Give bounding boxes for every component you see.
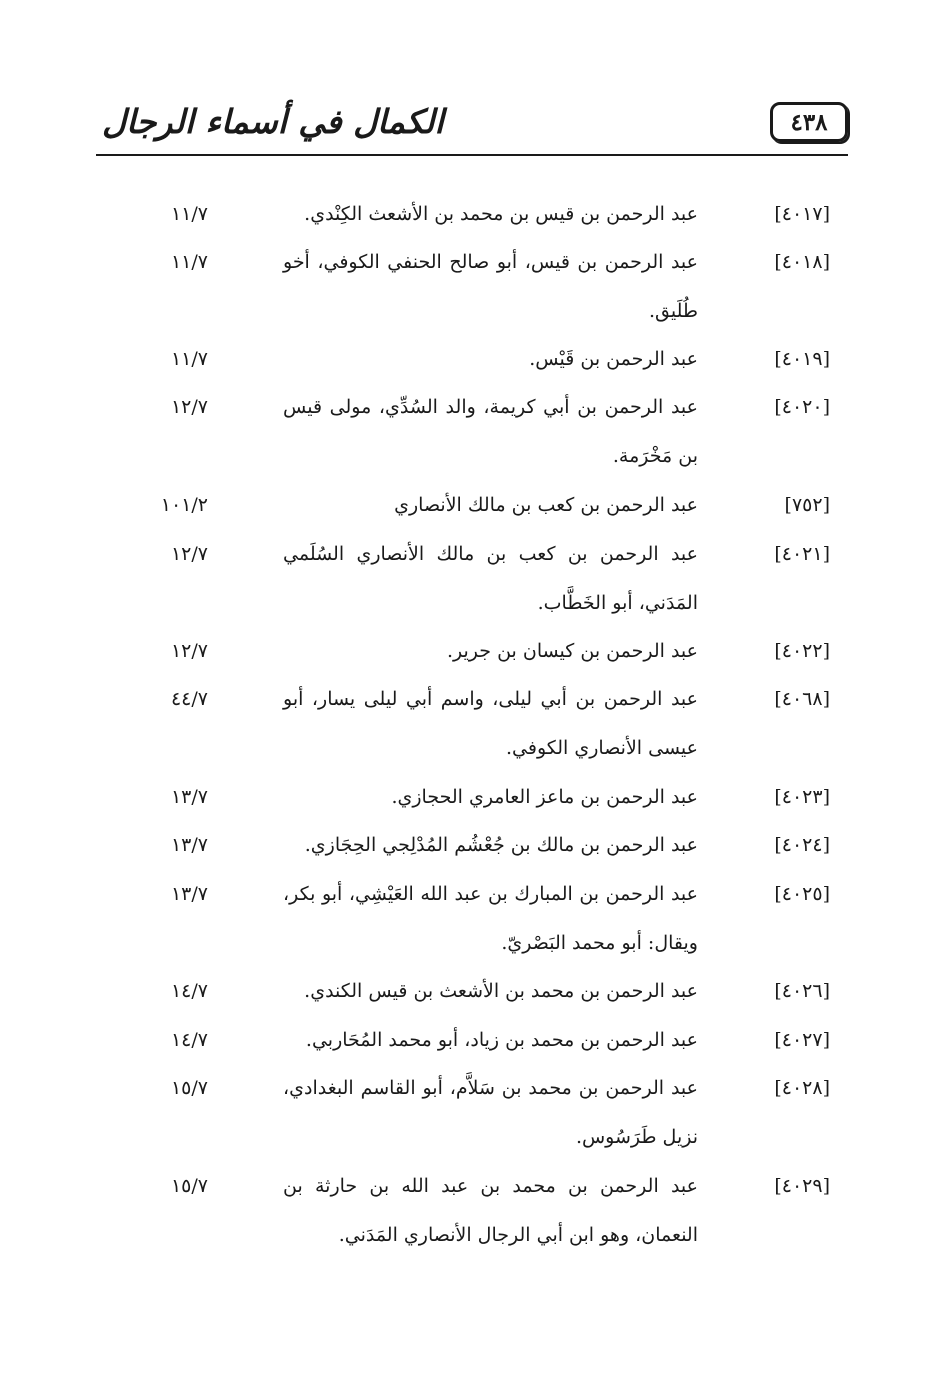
entry-reference: ١٣/٧ (170, 786, 208, 808)
entry-text: عبد الرحمن بن قَيْس. (529, 348, 698, 370)
entry-reference: ١٢/٧ (170, 396, 208, 418)
entry-reference: ١٣/٧ (170, 834, 208, 856)
entry-text: عبد الرحمن بن مالك بن جُعْشُم المُدْلِجي الحِجَازي. (304, 834, 698, 856)
entry-number: [٤٠١٧] (774, 203, 830, 225)
entry-text: عبد الرحمن بن قيس بن محمد بن الأشعث الكِنْدي. (304, 203, 698, 225)
entry-reference: ٤٤/٧ (170, 688, 208, 710)
entry-number: [٤٠٢٣] (774, 786, 830, 808)
entry-text: عبد الرحمن بن أبي كريمة، والد السُدِّي، مولى قيس بن مَخْرَمة. (283, 396, 698, 467)
entry-reference: ١٥/٧ (170, 1175, 208, 1197)
book-title: الكمال في أسماء الرجال (102, 102, 444, 141)
entry-text: عبد الرحمن بن ماعز العامري الحجازي. (391, 786, 698, 808)
entry-reference: ١٢/٧ (170, 543, 208, 565)
entry-reference: ١١/٧ (170, 348, 208, 370)
entry-reference: ١٤/٧ (170, 980, 208, 1002)
entry-number: [٤٠٦٨] (774, 688, 830, 710)
entry-reference: ١١/٧ (170, 203, 208, 225)
entry-text: عبد الرحمن بن محمد بن سَلاَّم، أبو القاسم البغدادي، نزيل طَرَسُوس. (283, 1077, 698, 1148)
entry-text: عبد الرحمن بن محمد بن الأشعث بن قيس الكندي. (304, 980, 698, 1002)
entry-number: [٤٠٢٠] (774, 396, 830, 418)
entry-reference: ١٥/٧ (170, 1077, 208, 1099)
entry-text: عبد الرحمن بن محمد بن زياد، أبو محمد المُحَاربي. (305, 1029, 698, 1051)
entry-text: عبد الرحمن بن المبارك بن عبد الله العَيْشِي، أبو بكر، ويقال: أبو محمد البَصْريّ. (283, 883, 698, 954)
entry-number: [٤٠٢٨] (774, 1077, 830, 1099)
entry-text: عبد الرحمن بن قيس، أبو صالح الحنفي الكوفي، أخو طُلَيق. (283, 251, 698, 322)
entry-reference: ١٤/٧ (170, 1029, 208, 1051)
entry-number: [٤٠٢١] (774, 543, 830, 565)
entry-number: [٤٠١٩] (774, 348, 830, 370)
page-number: ٤٣٨ (790, 108, 828, 136)
entry-text: عبد الرحمن بن كعب بن مالك الأنصاري (394, 494, 698, 516)
entry-number: [٤٠٢٤] (774, 834, 830, 856)
entry-number: [٤٠٢٥] (774, 883, 830, 905)
entry-number: [٤٠٢٦] (774, 980, 830, 1002)
entry-number: [٤٠٢٢] (774, 640, 830, 662)
entry-number: [٤٠١٨] (774, 251, 830, 273)
entry-reference: ١١/٧ (170, 251, 208, 273)
entry-reference: ١٠١/٢ (160, 494, 208, 516)
entry-number: [٤٠٢٩] (774, 1175, 830, 1197)
entry-text: عبد الرحمن بن كعب بن مالك الأنصاري السُلَمي المَدَني، أبو الخَطَّاب. (283, 543, 698, 614)
entry-text: عبد الرحمن بن كيسان بن جرير. (447, 640, 698, 662)
entry-text: عبد الرحمن بن محمد بن عبد الله بن حارثة بن النعمان، وهو ابن أبي الرجال الأنصاري المَدَني. (283, 1175, 698, 1246)
entry-reference: ١٣/٧ (170, 883, 208, 905)
entry-text: عبد الرحمن بن أبي ليلى، واسم أبي ليلى يسار، أبو عيسى الأنصاري الكوفي. (283, 688, 698, 759)
entry-reference: ١٢/٧ (170, 640, 208, 662)
entry-number: [٤٠٢٧] (774, 1029, 830, 1051)
entry-number: [٧٥٢] (784, 494, 830, 516)
